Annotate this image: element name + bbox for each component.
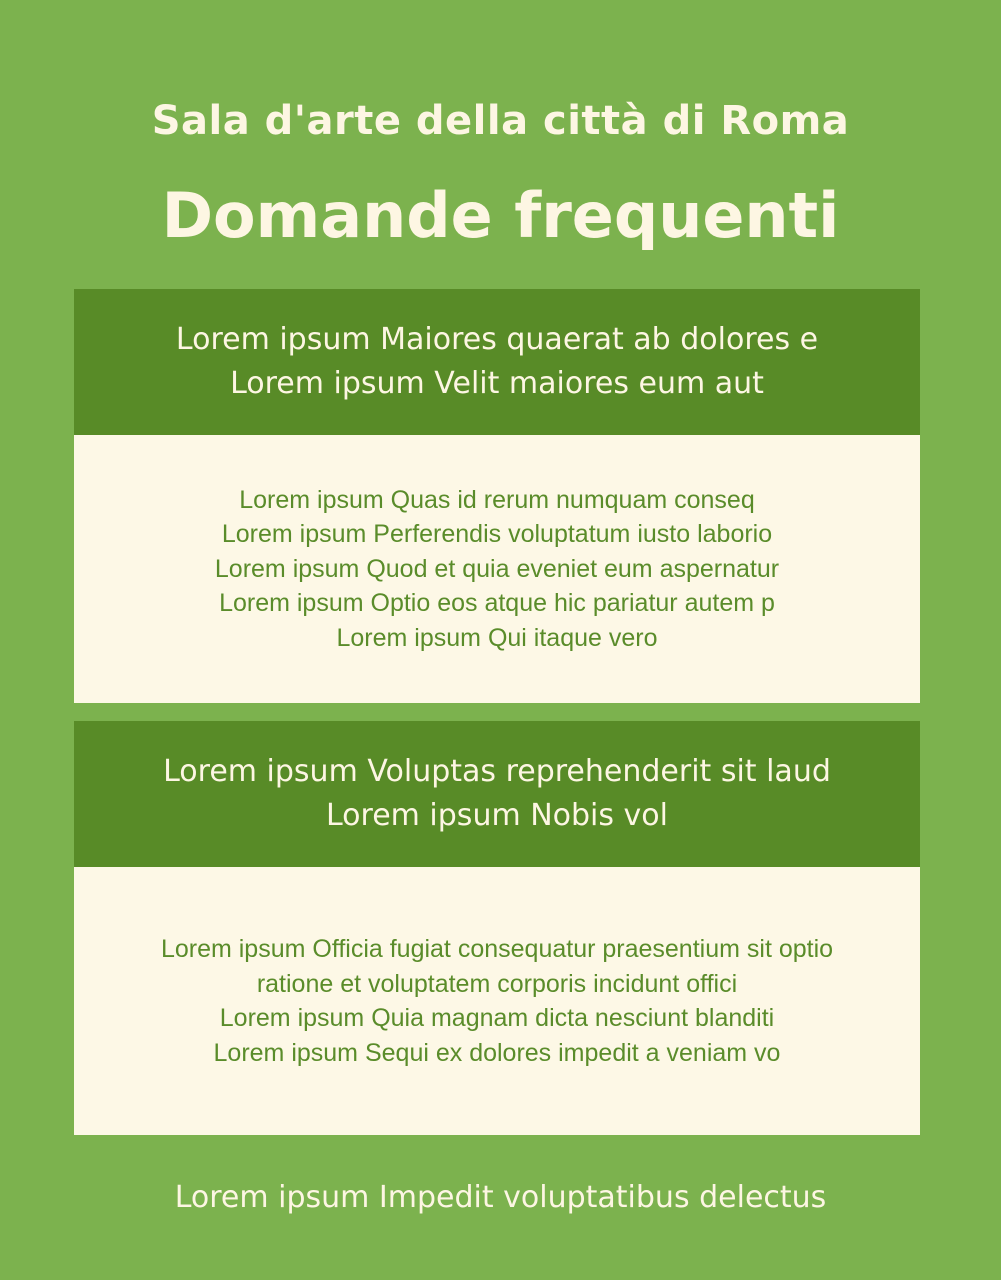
faq-answer-2	[74, 867, 920, 1135]
answer-line: Lorem ipsum Officia fugiat consequatur praesentium sit optio	[160, 935, 834, 963]
answer-line: Lorem ipsum Quas id rerum numquam conseq	[239, 485, 755, 514]
page-subtitle: Sala d'arte della città di Roma	[151, 98, 850, 144]
answer-line: Lorem ipsum Sequi ex dolores impedit a veniam vo	[213, 1038, 781, 1067]
answer-line: ratione et voluptatem corporis incidunt offici	[256, 969, 738, 998]
answer-line: Lorem ipsum Quia magnam dicta nesciunt blanditi	[219, 1004, 775, 1032]
question-line: Lorem ipsum Voluptas reprehenderit sit laud	[163, 754, 831, 789]
answer-line: Lorem ipsum Optio eos atque hic pariatur autem p	[219, 589, 775, 618]
faq-answer-1	[74, 435, 920, 703]
faq-item-2	[74, 721, 920, 1135]
footer-text: Lorem ipsum Impedit voluptatibus delectus	[174, 1180, 827, 1215]
page-title: Domande frequenti	[161, 179, 840, 252]
question-line: Lorem ipsum Nobis vol	[326, 798, 668, 833]
answer-line: Lorem ipsum Qui itaque vero	[336, 623, 658, 652]
faq-item-1	[74, 289, 920, 703]
faq-question-2[interactable]	[74, 721, 920, 867]
answer-line: Lorem ipsum Perferendis voluptatum iusto laborio	[221, 520, 773, 549]
question-line: Lorem ipsum Velit maiores eum aut	[230, 366, 764, 401]
faq-question-1[interactable]	[74, 289, 920, 435]
answer-line: Lorem ipsum Quod et quia eveniet eum aspernatur	[214, 554, 780, 583]
question-line: Lorem ipsum Maiores quaerat ab dolores e	[175, 322, 819, 357]
